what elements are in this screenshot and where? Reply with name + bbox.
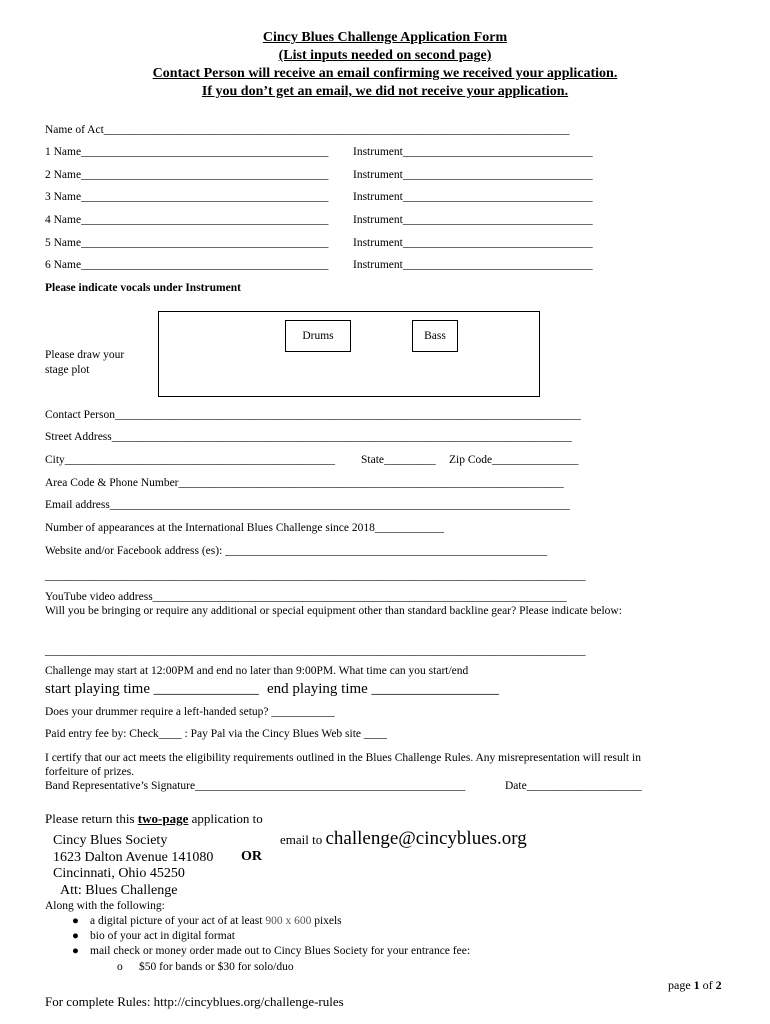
- address-line-2: 1623 Dalton Avenue 141080: [53, 850, 214, 865]
- or-text: OR: [241, 849, 262, 864]
- city-field[interactable]: City_______________________________________________: [45, 454, 336, 466]
- requirements-list: [72, 914, 471, 959]
- return-prefix: Please return this: [45, 811, 138, 826]
- page-of: of: [699, 978, 716, 992]
- email-line: [280, 828, 527, 850]
- certify-line-2: forfeiture of prizes.: [45, 766, 135, 778]
- challenge-times-text: Challenge may start at 12:00PM and end no later than 9:00PM. What time can you start/end: [45, 665, 469, 677]
- page-prefix: page: [668, 978, 694, 992]
- street-address-field[interactable]: Street Address________________________________________________________________________________: [45, 431, 572, 443]
- stage-plot-label-2: stage plot: [45, 364, 90, 376]
- stage-plot-box[interactable]: [158, 311, 540, 397]
- drummer-question[interactable]: Does your drummer require a left-handed setup? ___________: [45, 706, 335, 718]
- website-field[interactable]: Website and/or Facebook address (es): ________________________________________________________: [45, 545, 548, 557]
- date-field[interactable]: Date____________________: [505, 780, 642, 792]
- member-3-instrument[interactable]: Instrument_________________________________: [353, 191, 593, 203]
- member-6-name[interactable]: 6 Name___________________________________________: [45, 259, 329, 271]
- member-1-instrument[interactable]: Instrument_________________________________: [353, 146, 593, 158]
- signature-field[interactable]: Band Representative’s Signature_______________________________________________: [45, 780, 466, 792]
- rules-link[interactable]: For complete Rules: http://cincyblues.org/challenge-rules: [45, 994, 344, 1009]
- member-5-instrument[interactable]: Instrument_________________________________: [353, 237, 593, 249]
- zip-code-field[interactable]: Zip Code_______________: [449, 454, 579, 466]
- subtitle-confirmation: Contact Person will receive an email confirming we received your application.: [152, 66, 618, 81]
- list-item: ● bio of your act in digital format: [72, 930, 235, 942]
- member-5-name[interactable]: 5 Name___________________________________________: [45, 237, 329, 249]
- equipment-question: Will you be bringing or require any additional or special equipment other than standard backline gear? Please indicate below:: [45, 605, 622, 617]
- list-item: ● a digital picture of your act of at least 900 x 600 pixels: [72, 915, 342, 927]
- member-4-instrument[interactable]: Instrument_________________________________: [353, 214, 593, 226]
- item-suffix: pixels: [311, 915, 342, 927]
- page-total: 2: [715, 978, 722, 992]
- subtitle-warning: If you don’t get an email, we did not receive your application.: [201, 84, 569, 99]
- state-field[interactable]: State_________: [361, 454, 436, 466]
- stage-plot-label-1: Please draw your: [45, 349, 125, 361]
- member-2-instrument[interactable]: Instrument_________________________________: [353, 169, 593, 181]
- name-of-act-field[interactable]: Name of Act_________________________________________________________________________________: [45, 124, 570, 136]
- start-time-field[interactable]: start playing time ______________: [45, 681, 259, 697]
- address-line-4: Att: Blues Challenge: [60, 883, 178, 898]
- address-line-1: Cincy Blues Society: [53, 833, 168, 848]
- return-instructions: [45, 811, 263, 827]
- address-line-3: Cincinnati, Ohio 45250: [53, 866, 185, 881]
- pixel-size: 900 x 600: [265, 915, 312, 927]
- drums-box: Drums: [285, 320, 351, 352]
- member-3-name[interactable]: 3 Name___________________________________________: [45, 191, 329, 203]
- member-1-name[interactable]: 1 Name___________________________________________: [45, 146, 329, 158]
- appearances-field[interactable]: Number of appearances at the International Blues Challenge since 2018____________: [45, 522, 444, 534]
- item-text: mail check or money order made out to Cincy Blues Society for your entrance fee:: [90, 945, 471, 957]
- email-field[interactable]: Email address________________________________________________________________________________: [45, 499, 570, 511]
- phone-field[interactable]: Area Code & Phone Number___________________________________________________________________: [45, 477, 564, 489]
- form-title: Cincy Blues Challenge Application Form: [262, 30, 508, 45]
- entry-fee-field[interactable]: Paid entry fee by: Check____ : Pay Pal via the Cincy Blues Web site ____: [45, 728, 387, 740]
- certify-line-1: I certify that our act meets the eligibility requirements outlined in the Blues Challenge Rules. Any misrepresentation will result in: [45, 752, 641, 764]
- end-time-field[interactable]: end playing time _________________: [267, 681, 500, 697]
- page-current: 1: [693, 978, 700, 992]
- along-with-text: Along with the following:: [45, 900, 165, 912]
- equipment-blank-line[interactable]: ______________________________________________________________________________________________: [45, 645, 586, 657]
- return-suffix: application to: [188, 811, 263, 826]
- member-6-instrument[interactable]: Instrument_________________________________: [353, 259, 593, 271]
- two-page-emphasis: two-page: [137, 811, 189, 826]
- website-blank-line[interactable]: ______________________________________________________________________________________________: [45, 570, 586, 582]
- youtube-field[interactable]: YouTube video address________________________________________________________________________: [45, 591, 567, 603]
- sub-bullet-marker: o: [117, 961, 123, 973]
- member-4-name[interactable]: 4 Name___________________________________________: [45, 214, 329, 226]
- fee-amounts: $50 for bands or $30 for solo/duo: [139, 961, 294, 973]
- list-item: ● mail check or money order made out to Cincy Blues Society for your entrance fee:: [72, 945, 471, 957]
- email-prefix: email to: [280, 832, 326, 847]
- contact-person-field[interactable]: Contact Person_________________________________________________________________________________: [45, 409, 581, 421]
- bass-box: Bass: [412, 320, 458, 352]
- subtitle-inputs: (List inputs needed on second page): [278, 48, 492, 63]
- item-text: bio of your act in digital format: [90, 930, 235, 942]
- vocals-note: Please indicate vocals under Instrument: [45, 282, 241, 294]
- page-number: [668, 978, 722, 993]
- item-text: a digital picture of your act of at least: [90, 915, 266, 927]
- email-address-link[interactable]: challenge@cincyblues.org: [325, 828, 527, 849]
- member-2-name[interactable]: 2 Name___________________________________________: [45, 169, 329, 181]
